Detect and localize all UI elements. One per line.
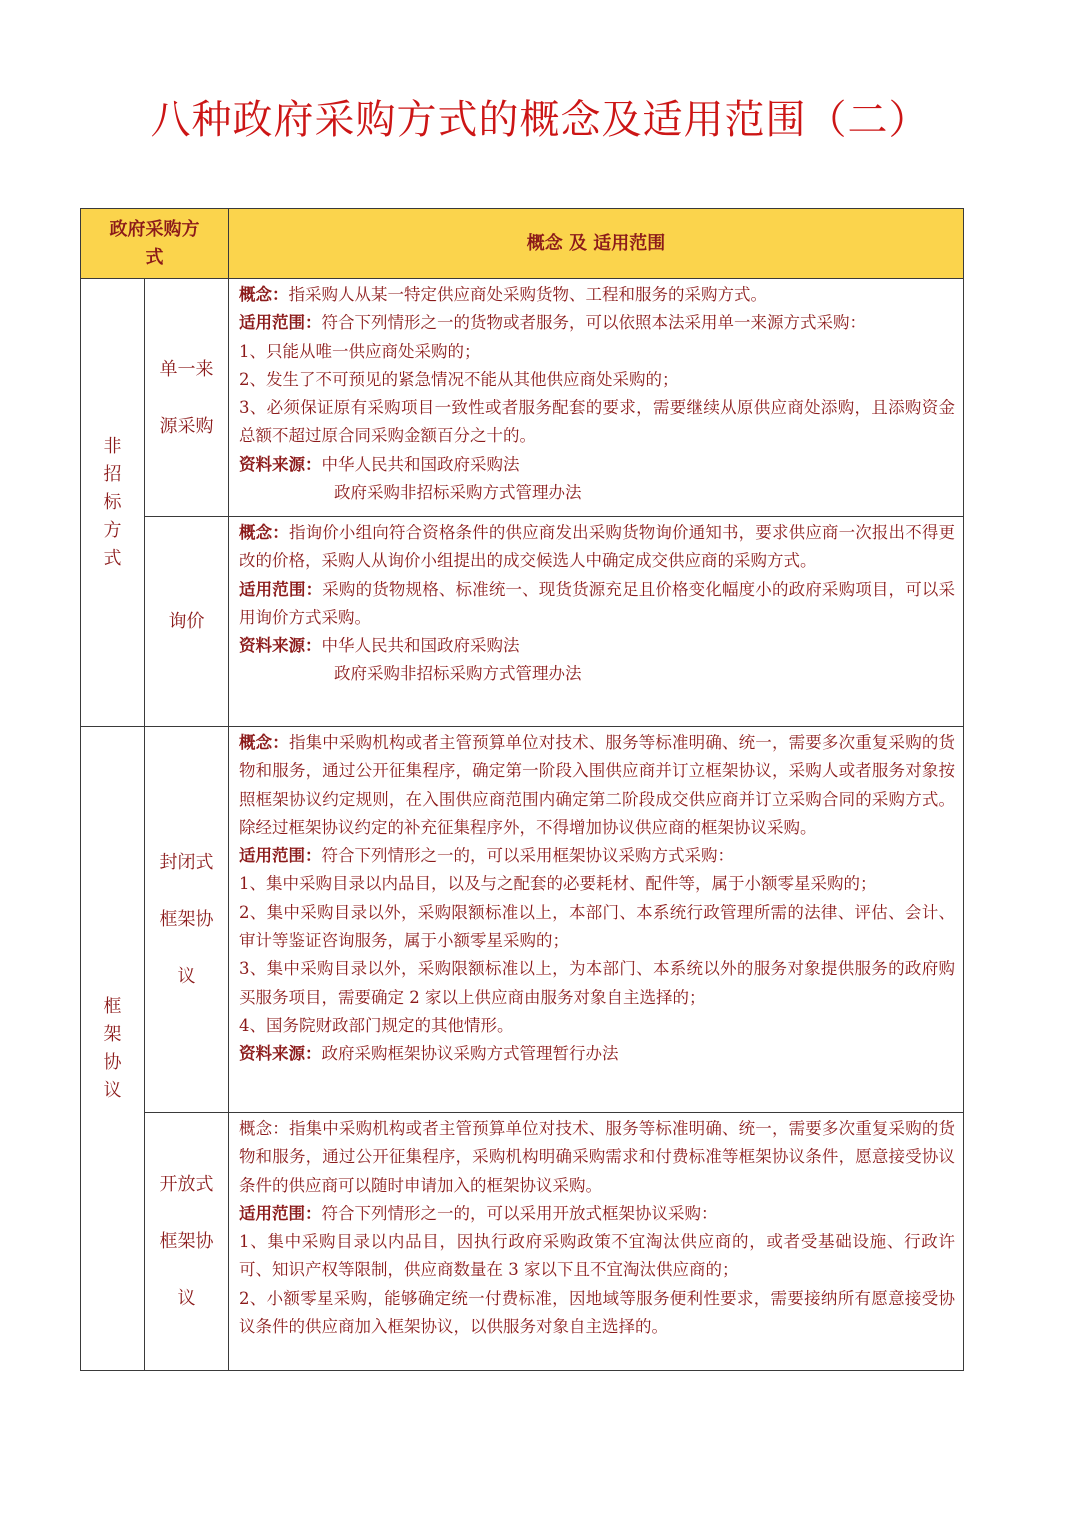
scope-paragraph: 适用范围：符合下列情形之一的，可以采用框架协议采购方式采购： — [239, 846, 734, 866]
category-cell — [81, 727, 145, 1371]
category-cell — [81, 279, 145, 727]
table-header-row — [81, 209, 964, 279]
table-row — [81, 727, 964, 1113]
scope-item: 1、集中采购目录以内品目，以及与之配套的必要耗材、配件等，属于小额零星采购的； — [239, 874, 877, 894]
concept-paragraph: 概念：指集中采购机构或者主管预算单位对技术、服务等标准明确、统一，需要多次重复采购的货物和服务，通过公开征集程序，采购机构明确采购需求和付费标准等框架协议条件，愿意接受协议条件的供应商可以随时申请加入的框架协议采购。 — [239, 1119, 956, 1195]
method-cell — [145, 517, 229, 727]
content-cell — [229, 1113, 964, 1371]
concept-paragraph: 概念：指采购人从某一特定供应商处采购货物、工程和服务的采购方式。 — [239, 285, 767, 304]
method-cell — [145, 1113, 229, 1371]
scope-item: 1、集中采购目录以内品目，因执行政府采购政策不宜淘汰供应商的，或者受基础设施、行政许可、知识产权等限制，供应商数量在 3 家以下且不宜淘汰供应商的； — [239, 1232, 955, 1280]
method-label: 开放式框架协议 — [159, 1174, 214, 1309]
header-content-column: 概念 及 适用范围 — [229, 209, 964, 279]
method-label: 单一来源采购 — [159, 358, 214, 437]
content-cell — [229, 517, 964, 727]
procurement-methods-table — [80, 208, 964, 1371]
source-paragraph: 政府采购非招标采购方式管理办法 — [334, 664, 582, 684]
source-paragraph: 资料来源：政府采购框架协议采购方式管理暂行办法 — [239, 1044, 619, 1064]
source-paragraph: 资料来源：中华人民共和国政府采购法 — [239, 454, 520, 474]
scope-paragraph: 适用范围：符合下列情形之一的货物或者服务，可以依照本法采用单一来源方式采购： — [239, 313, 866, 333]
header-method-column: 政府采购方式 — [81, 209, 229, 279]
table-row — [81, 279, 964, 517]
page-title: 八种政府采购方式的概念及适用范围（二） — [150, 97, 930, 143]
concept-paragraph: 概念：指集中采购机构或者主管预算单位对技术、服务等标准明确、统一，需要多次重复采购的货物和服务，通过公开征集程序，确定第一阶段入围供应商并订立框架协议，采购人或者服务对象按照框架协议约定规则，在入围供应商范围内确定第二阶段成交供应商并订立采购合同的采购方式。除经过框架协议约定的补充征集程序外，不得增加协议供应商的框架协议采购。 — [239, 733, 956, 837]
scope-item: 2、集中采购目录以外，采购限额标准以上，本部门、本系统行政管理所需的法律、评估、会计、审计等鉴证咨询服务，属于小额零星采购的； — [239, 902, 955, 951]
concept-paragraph: 概念：指询价小组向符合资格条件的供应商发出采购货物询价通知书，要求供应商一次报出不得更改的价格，采购人从询价小组提出的成交候选人中确定成交供应商的采购方式。 — [239, 523, 956, 571]
scope-item: 3、必须保证原有采购项目一致性或者服务配套的要求，需要继续从原供应商处添购，且添购资金总额不超过原合同采购金额百分之十的。 — [239, 398, 955, 446]
scope-item: 4、国务院财政部门规定的其他情形。 — [239, 1015, 514, 1035]
scope-paragraph: 适用范围：符合下列情形之一的，可以采用开放式框架协议采购： — [239, 1203, 718, 1223]
scope-paragraph: 适用范围：采购的货物规格、标准统一、现货货源充足且价格变化幅度小的政府采购项目，可以采用询价方式采购。 — [239, 579, 956, 627]
method-label: 询价 — [168, 611, 205, 632]
scope-item: 2、小额零星采购，能够确定统一付费标准，因地域等服务便利性要求，需要接纳所有愿意接受协议条件的供应商加入框架协议，以供服务对象自主选择的。 — [239, 1288, 955, 1337]
source-paragraph: 资料来源：中华人民共和国政府采购法 — [239, 636, 520, 656]
source-paragraph: 政府采购非招标采购方式管理办法 — [334, 483, 582, 503]
table-row — [81, 1113, 964, 1371]
scope-item: 1、只能从唯一供应商处采购的； — [239, 341, 481, 361]
table-row — [81, 517, 964, 727]
content-cell — [229, 279, 964, 517]
category-label: 非招标方式 — [103, 435, 122, 569]
category-label: 框架协议 — [103, 995, 122, 1101]
method-label: 封闭式框架协议 — [159, 852, 214, 987]
scope-item: 2、发生了不可预见的紧急情况不能从其他供应商处采购的； — [239, 369, 679, 389]
scope-item: 3、集中采购目录以外，采购限额标准以上，为本部门、本系统以外的服务对象提供服务的政府购买服务项目，需要确定 2 家以上供应商由服务对象自主选择的； — [239, 959, 955, 1007]
content-cell — [229, 727, 964, 1113]
method-cell — [145, 727, 229, 1113]
method-cell — [145, 279, 229, 517]
